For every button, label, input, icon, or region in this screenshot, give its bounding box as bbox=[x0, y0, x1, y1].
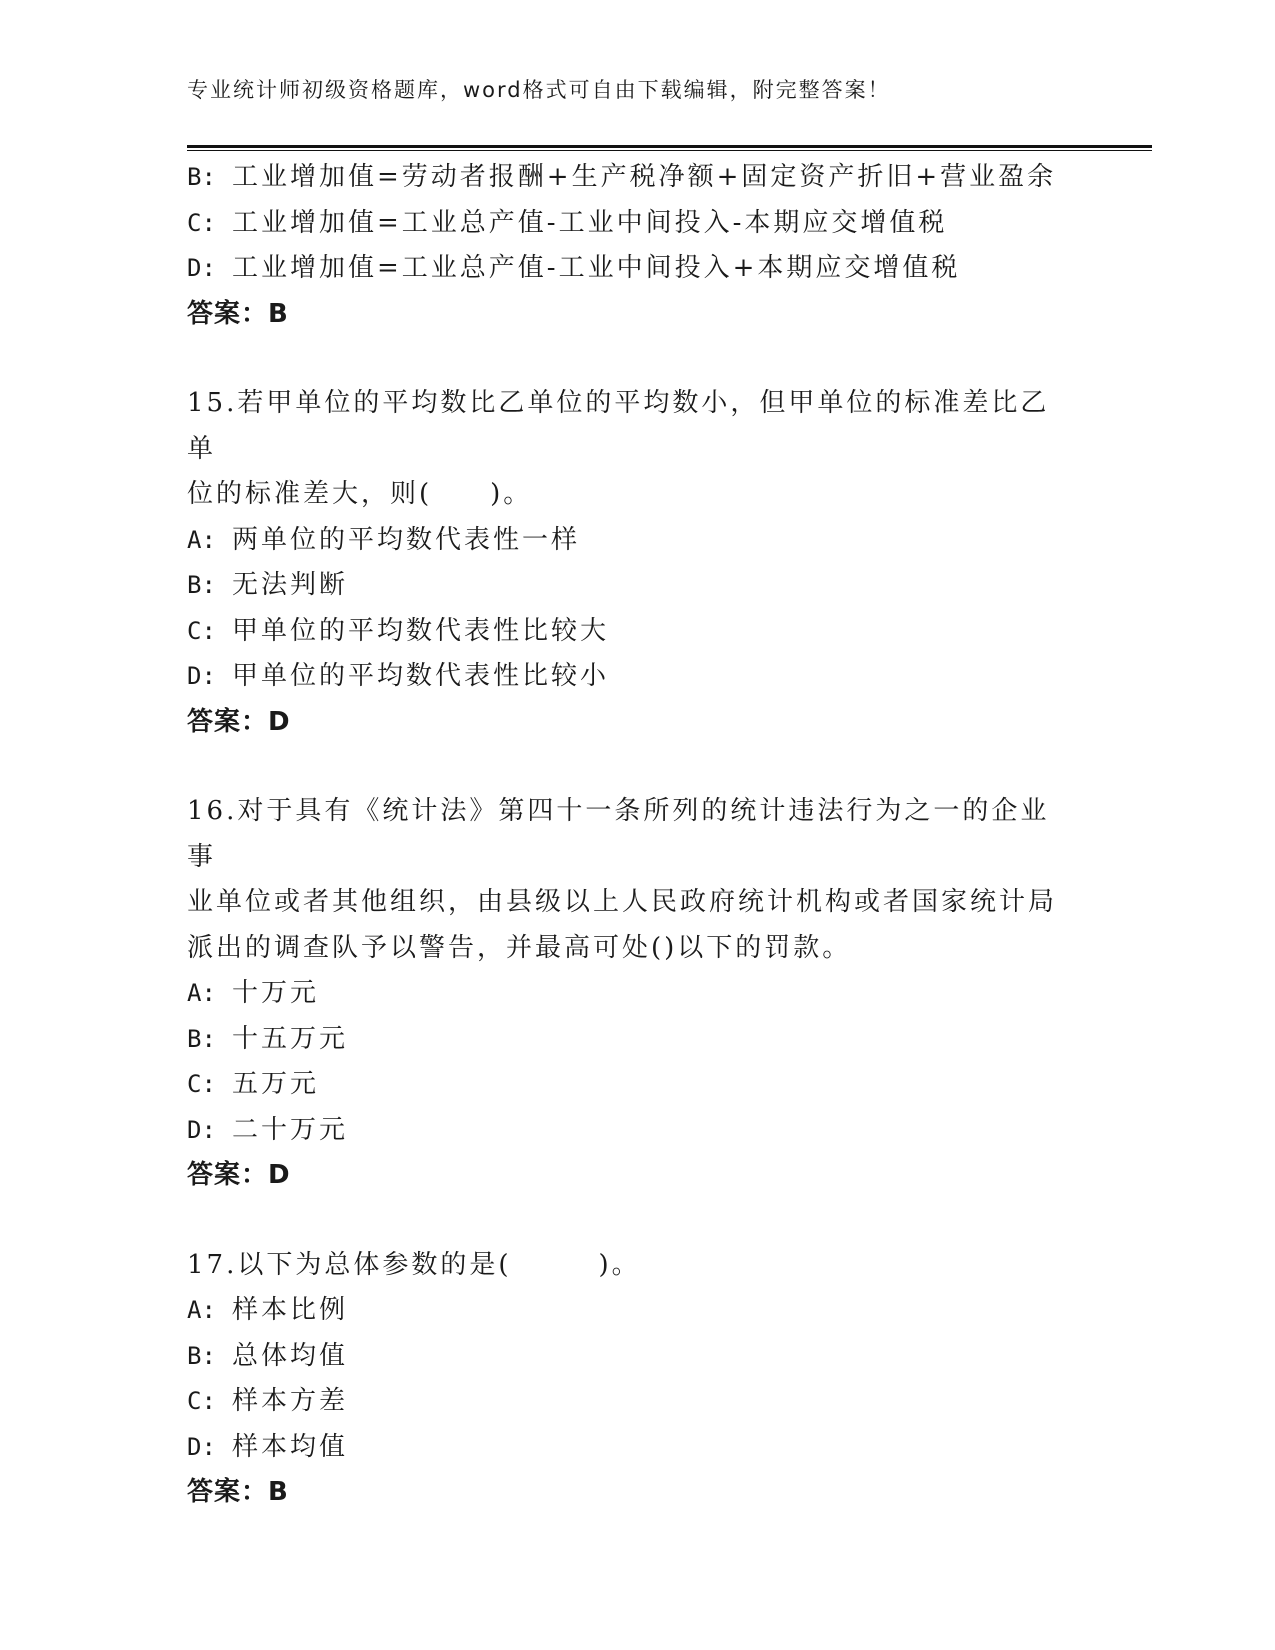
option-d bbox=[187, 246, 1087, 292]
question-16 bbox=[187, 789, 1087, 1199]
option-c bbox=[187, 1062, 1087, 1108]
option-letter: C: bbox=[187, 1070, 216, 1098]
option-letter: A: bbox=[187, 979, 216, 1007]
option-letter: A: bbox=[187, 525, 216, 554]
question-stem-line: 位的标准差大，则( )。 bbox=[187, 479, 533, 509]
question-stem-line: 业单位或者其他组织，由县级以上人民政府统计机构或者国家统计局 bbox=[187, 887, 1058, 917]
header-divider-thick bbox=[187, 145, 1152, 148]
option-text: 两单位的平均数代表性一样 bbox=[232, 524, 581, 555]
answer-line: 答案：B bbox=[187, 1477, 289, 1507]
question-content bbox=[187, 155, 1087, 1516]
option-text: 十万元 bbox=[232, 978, 320, 1008]
option-a bbox=[187, 1288, 1087, 1334]
option-text: 十五万元 bbox=[232, 1023, 349, 1054]
option-text: 二十万元 bbox=[232, 1114, 349, 1145]
option-c bbox=[187, 1379, 1087, 1425]
answer-line: 答案：D bbox=[187, 1160, 291, 1190]
option-text: 工业增加值=工业总产值-工业中间投入-本期应交增值税 bbox=[232, 207, 948, 238]
answer-line: 答案：D bbox=[187, 706, 291, 737]
option-letter: B: bbox=[187, 1341, 216, 1370]
option-b bbox=[187, 155, 1087, 201]
option-letter: B: bbox=[187, 1024, 216, 1053]
option-letter: D: bbox=[187, 1432, 216, 1461]
option-text: 工业增加值=劳动者报酬+生产税净额+固定资产折旧+营业盈余 bbox=[232, 162, 1057, 192]
option-text: 五万元 bbox=[232, 1069, 320, 1099]
option-a bbox=[187, 518, 1087, 564]
option-b bbox=[187, 1017, 1087, 1063]
option-c bbox=[187, 609, 1087, 655]
option-text: 甲单位的平均数代表性比较小 bbox=[232, 661, 610, 691]
question-14-fragment bbox=[187, 155, 1087, 337]
option-text: 样本比例 bbox=[232, 1295, 349, 1325]
option-text: 样本方差 bbox=[232, 1386, 349, 1416]
option-letter: C: bbox=[187, 616, 216, 645]
question-stem bbox=[187, 381, 1067, 518]
option-letter: D: bbox=[187, 1115, 216, 1144]
option-b bbox=[187, 1334, 1087, 1380]
option-text: 总体均值 bbox=[232, 1340, 349, 1371]
option-c bbox=[187, 201, 1087, 247]
question-15 bbox=[187, 381, 1087, 745]
option-letter: B: bbox=[187, 163, 216, 191]
option-text: 无法判断 bbox=[232, 570, 349, 600]
question-stem-line: 15.若甲单位的平均数比乙单位的平均数小，但甲单位的标准差比乙单 bbox=[187, 388, 1050, 464]
answer-line: 答案：B bbox=[187, 298, 289, 329]
question-stem-line: 17.以下为总体参数的是( )。 bbox=[187, 1249, 641, 1280]
option-text: 工业增加值=工业总产值-工业中间投入+本期应交增值税 bbox=[232, 253, 961, 283]
header-divider-thin bbox=[187, 150, 1152, 151]
option-letter: C: bbox=[187, 208, 216, 237]
option-letter: D: bbox=[187, 254, 216, 282]
question-17 bbox=[187, 1243, 1087, 1516]
question-stem-line: 16.对于具有《统计法》第四十一条所列的统计违法行为之一的企业事 bbox=[187, 796, 1050, 872]
option-text: 样本均值 bbox=[232, 1431, 349, 1462]
option-b bbox=[187, 563, 1087, 609]
option-letter: D: bbox=[187, 662, 216, 690]
question-stem bbox=[187, 1243, 1067, 1289]
option-letter: C: bbox=[187, 1387, 216, 1415]
page-header: 专业统计师初级资格题库，word格式可自由下载编辑，附完整答案！ bbox=[187, 78, 891, 102]
question-stem-line: 派出的调查队予以警告，并最高可处()以下的罚款。 bbox=[187, 932, 852, 963]
option-d bbox=[187, 654, 1087, 700]
question-stem bbox=[187, 789, 1067, 971]
option-d bbox=[187, 1425, 1087, 1471]
option-text: 甲单位的平均数代表性比较大 bbox=[232, 615, 610, 646]
option-letter: B: bbox=[187, 571, 216, 599]
option-d bbox=[187, 1108, 1087, 1154]
option-a bbox=[187, 971, 1087, 1017]
option-letter: A: bbox=[187, 1296, 216, 1324]
